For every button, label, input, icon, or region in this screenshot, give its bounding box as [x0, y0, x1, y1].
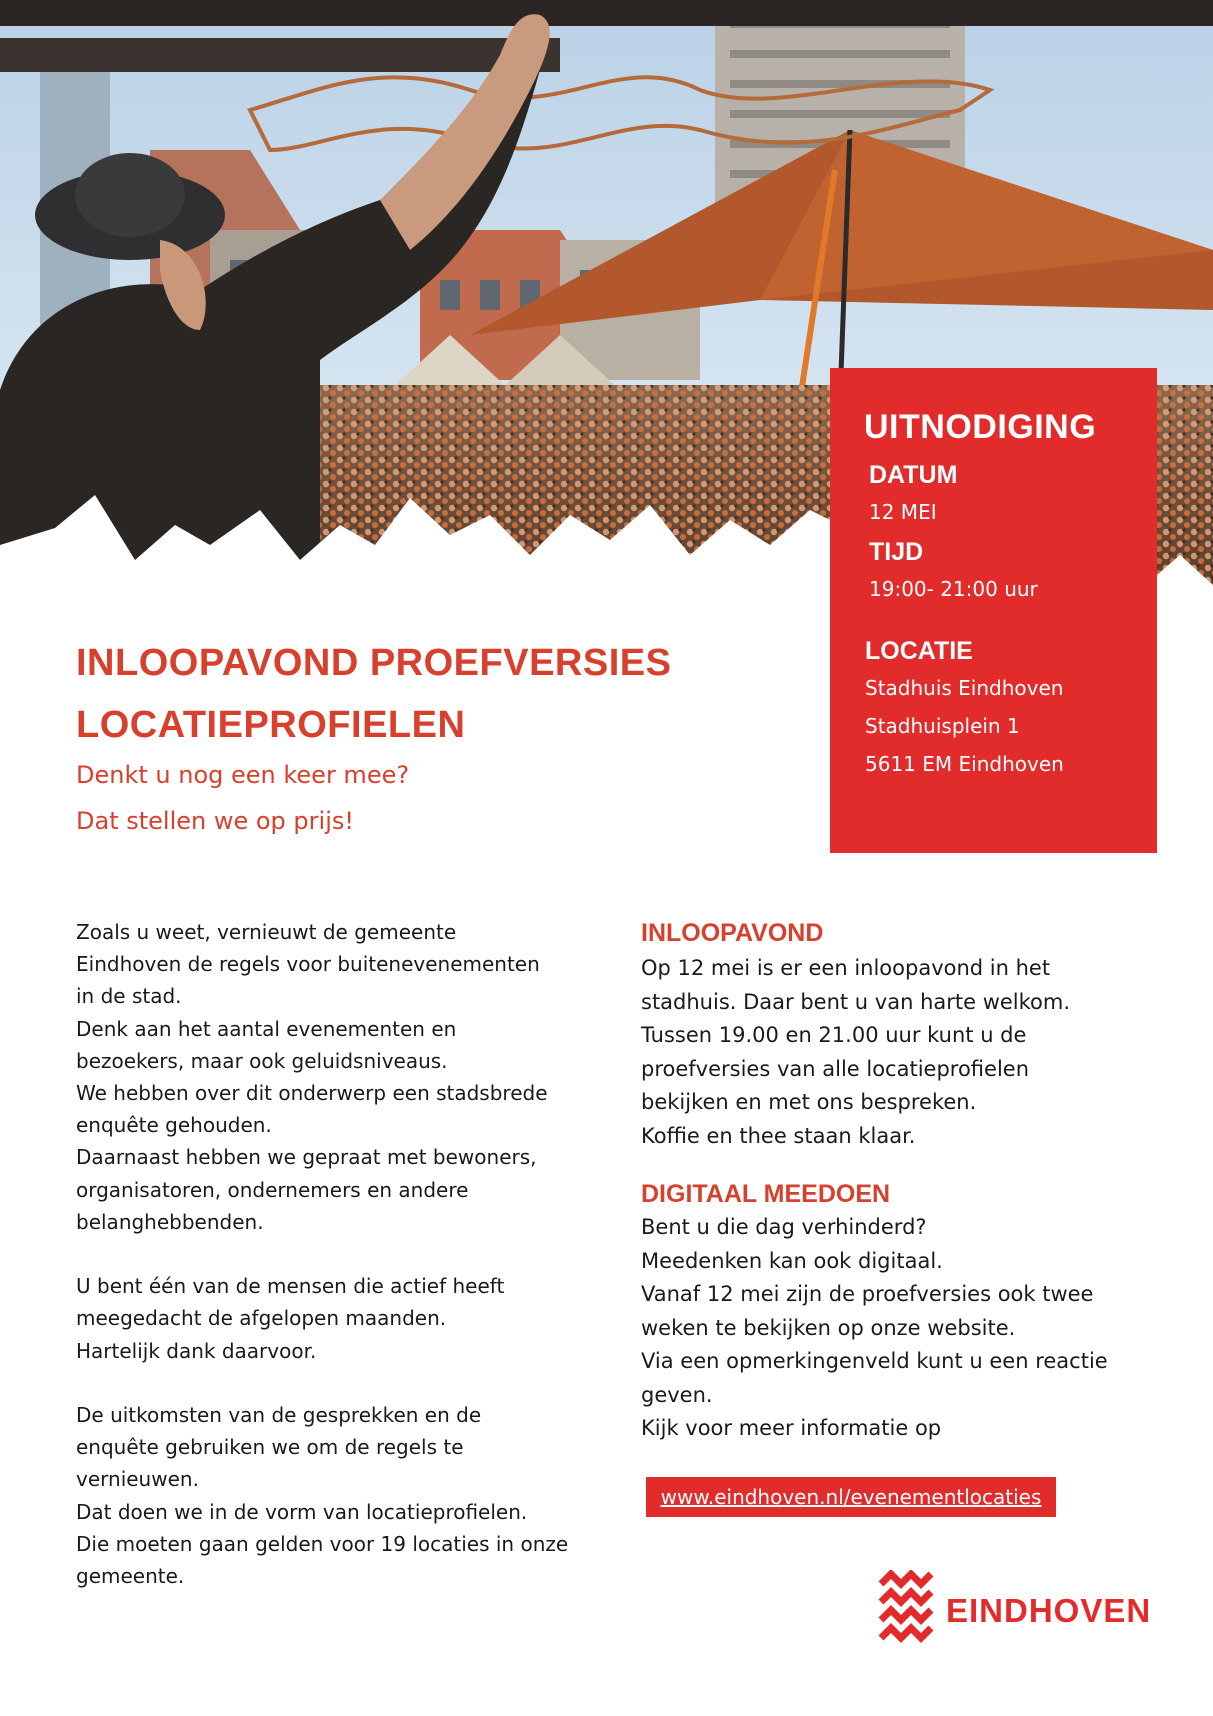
- text-line: meegedacht de afgelopen maanden.: [76, 1306, 447, 1331]
- time-label: TIJD: [869, 538, 924, 566]
- location-line: Stadhuisplein 1: [865, 714, 1020, 738]
- text-line: gemeente.: [76, 1564, 185, 1589]
- text-line: We hebben over dit onderwerp een stadsbrede: [76, 1081, 548, 1106]
- section-body: [641, 1211, 1121, 1446]
- text-line: enquête gebruiken we om de regels te: [76, 1435, 464, 1460]
- paragraph: [76, 1270, 596, 1367]
- text-line: Meedenken kan ook digitaal.: [641, 1248, 943, 1273]
- title-line: INLOOPAVOND PROEFVERSIES: [76, 642, 672, 684]
- section-title-digitaal-meedoen: DIGITAAL MEEDOEN: [641, 1180, 891, 1208]
- location-line: 5611 EM Eindhoven: [865, 752, 1064, 776]
- text-line: Die moeten gaan gelden voor 19 locaties in onze: [76, 1531, 569, 1556]
- text-line: Op 12 mei is er een inloopavond in het: [641, 956, 1051, 980]
- text-line: Kijk voor meer informatie op: [641, 1416, 942, 1440]
- logo-text: EINDHOVEN: [946, 1592, 1152, 1629]
- eindhoven-logo: [878, 1570, 1158, 1650]
- text-line: Tussen 19.00 en 21.00 uur kunt u de: [641, 1023, 1027, 1047]
- location-label: LOCATIE: [865, 637, 973, 665]
- page-title: [76, 632, 776, 756]
- date-label: DATUM: [869, 461, 958, 489]
- text-line: Bent u die dag verhinderd?: [641, 1215, 927, 1239]
- eindhoven-wave-logo-icon: [878, 1570, 938, 1650]
- text-line: proefversies van alle locatieprofielen: [641, 1056, 1030, 1081]
- subtitle-line: Dat stellen we op prijs!: [76, 807, 354, 835]
- text-line: geven.: [641, 1382, 713, 1407]
- subtitle-line: Denkt u nog een keer mee?: [76, 761, 410, 789]
- text-line: bezoekers, maar ook geluidsniveaus.: [76, 1048, 448, 1073]
- invitation-title: UITNODIGING: [864, 408, 1097, 446]
- text-line: De uitkomsten van de gesprekken en de: [76, 1403, 482, 1428]
- text-line: Via een opmerkingenveld kunt u een reactie: [641, 1349, 1108, 1373]
- invitation-box: [830, 368, 1157, 853]
- text-line: Dat doen we in de vorm van locatieprofielen.: [76, 1499, 528, 1524]
- text-line: weken te bekijken op onze website.: [641, 1315, 1016, 1340]
- subtitle: [76, 752, 409, 844]
- text-line: stadhuis. Daar bent u van harte welkom.: [641, 989, 1071, 1014]
- text-line: belanghebbenden.: [76, 1209, 264, 1234]
- time-value: 19:00- 21:00 uur: [869, 577, 1038, 601]
- paragraph: [76, 1399, 596, 1592]
- website-link[interactable]: www.eindhoven.nl/evenementlocaties: [646, 1477, 1056, 1517]
- text-line: organisatoren, ondernemers en andere: [76, 1177, 469, 1202]
- text-line: Hartelijk dank daarvoor.: [76, 1338, 317, 1363]
- text-line: U bent één van de mensen die actief heeft: [76, 1274, 505, 1299]
- text-line: Zoals u weet, vernieuwt de gemeente: [76, 920, 457, 944]
- intro-text: [76, 916, 596, 1592]
- text-line: vernieuwen.: [76, 1467, 199, 1492]
- details-text: [641, 916, 1121, 1446]
- date-value: 12 MEI: [869, 500, 937, 524]
- section-title-inloopavond: INLOOPAVOND: [641, 919, 824, 947]
- title-line: LOCATIEPROFIELEN: [76, 704, 466, 746]
- text-line: Eindhoven de regels voor buitenevenementen: [76, 952, 540, 977]
- text-line: Koffie en thee staan klaar.: [641, 1123, 916, 1148]
- text-line: Daarnaast hebben we gepraat met bewoners,: [76, 1145, 537, 1170]
- text-line: Denk aan het aantal evenementen en: [76, 1016, 457, 1041]
- text-line: in de stad.: [76, 984, 182, 1009]
- text-line: Vanaf 12 mei zijn de proefversies ook twee: [641, 1282, 1094, 1306]
- location-line: Stadhuis Eindhoven: [865, 676, 1064, 700]
- section-body: [641, 952, 1121, 1153]
- text-line: enquête gehouden.: [76, 1113, 272, 1138]
- paragraph: [76, 916, 596, 1238]
- text-line: bekijken en met ons bespreken.: [641, 1090, 977, 1114]
